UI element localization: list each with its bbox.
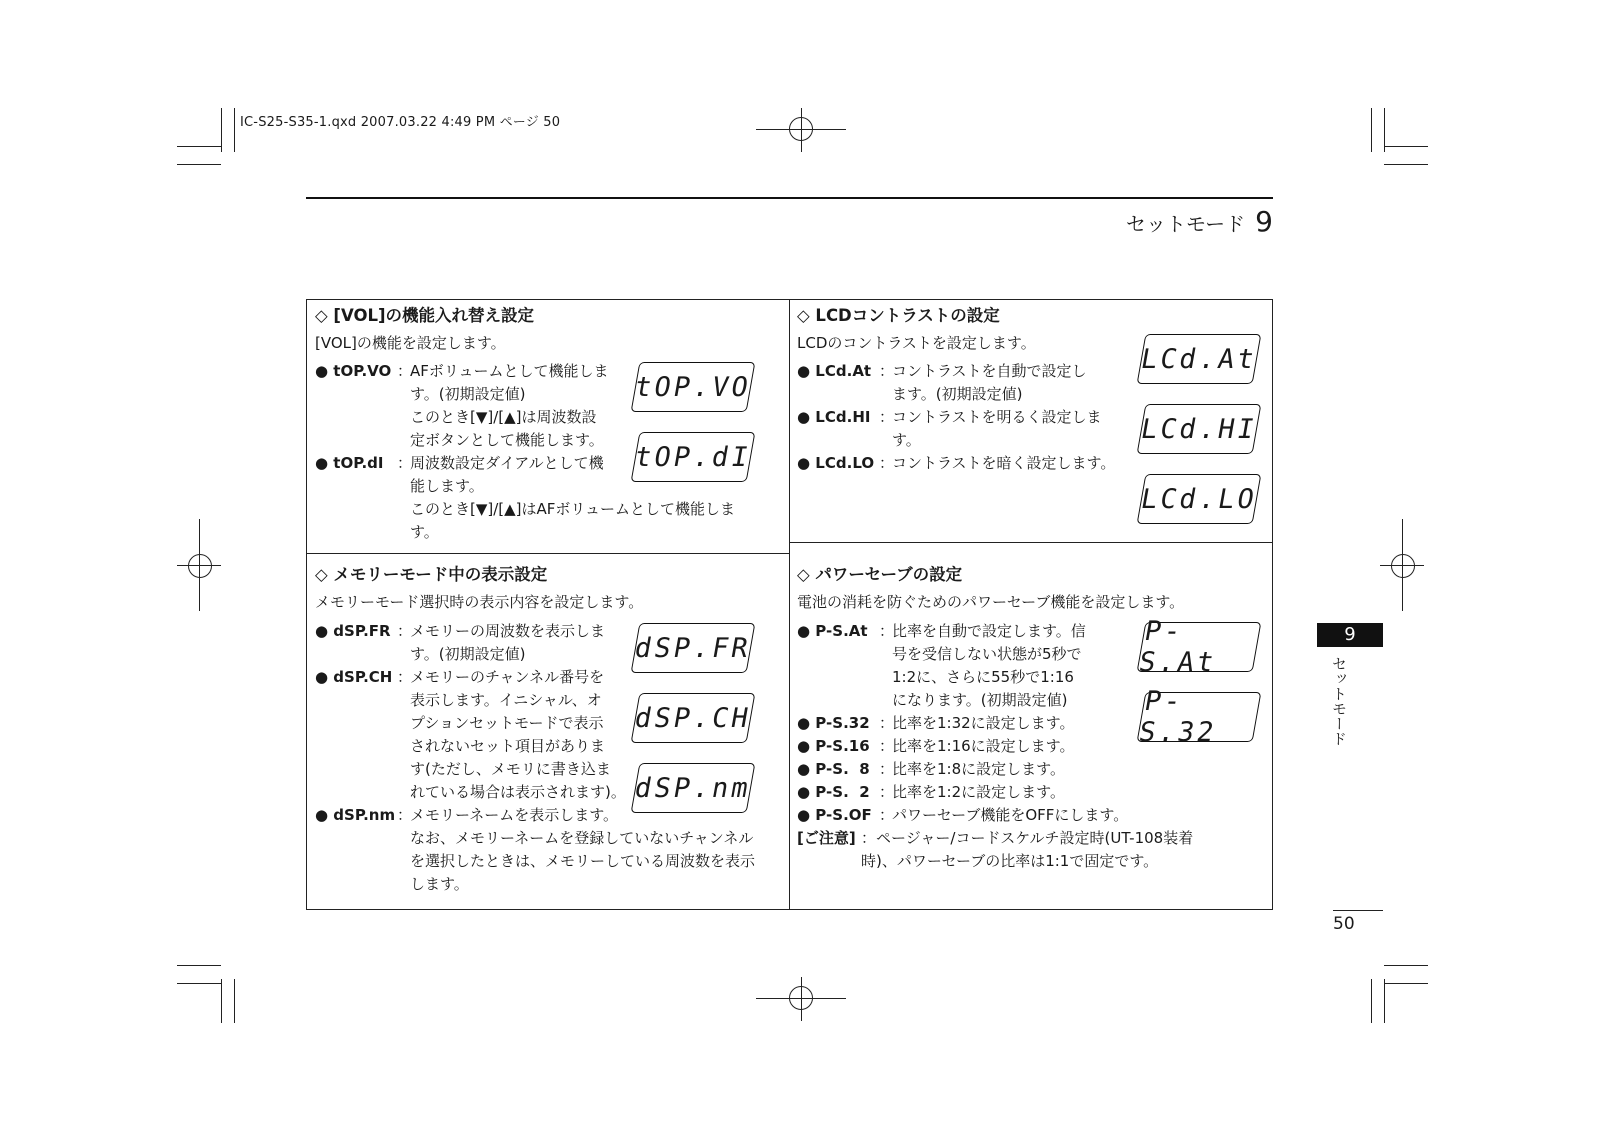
- section-vol: ◇ [VOL]の機能入れ替え設定 [VOL]の機能を設定します。 ● tOP.VO ： AFボリュームとして機能しま す。(初期設定値) このとき[▼]/[▲]は周波数設 定ボタンとして機能します。 ● tOP.dI ： 周波数設定ダイアルとして機 能します。 このとき[▼]/[▲]はAFボリュームとして機能しま す。 tOP.VO tOP.dI: [307, 300, 789, 553]
- lcd-display: LCd.At: [1137, 334, 1262, 384]
- section-memory: ◇ メモリーモード中の表示設定 メモリーモード選択時の表示内容を設定します。 ● dSP.FR ： メモリーの周波数を表示しま す。(初期設定値) ● dSP.CH ： メモリーのチャンネル番号を 表示します。イニシャル、オ プションセットモードで表示 されないセット項目がありま す(ただし、メモリに書き込ま れている場合は表示されます)。 ● dSP.nm ： メモリーネームを表示します。 なお、メモリーネームを登録していないチャンネル を選択したときは、メモリーしている周波数を表示 します。 dSP.FR dSP.CH dSP.nm: [307, 553, 789, 909]
- section-power-heading: ◇ パワーセーブの設定: [797, 565, 963, 584]
- lcd-display: LCd.LO: [1137, 474, 1262, 524]
- section-vol-heading: ◇ [VOL]の機能入れ替え設定: [315, 306, 535, 325]
- section-memory-desc: メモリーモード選択時の表示内容を設定します。: [315, 593, 644, 611]
- settings-table: [306, 299, 1273, 910]
- title-rule: [306, 197, 1273, 199]
- file-slug: IC-S25-S35-1.qxd 2007.03.22 4:49 PM ページ 50: [240, 115, 561, 130]
- section-memory-heading: ◇ メモリーモード中の表示設定: [315, 565, 548, 584]
- section-lcd-heading: ◇ LCDコントラストの設定: [797, 306, 1000, 325]
- section-power-desc: 電池の消耗を防ぐためのパワーセーブ機能を設定します。: [797, 593, 1185, 611]
- chapter-tab: 9: [1317, 623, 1383, 647]
- section-vol-desc: [VOL]の機能を設定します。: [315, 334, 506, 352]
- lcd-display: tOP.dI: [631, 432, 756, 482]
- page-number: 50: [1333, 914, 1355, 934]
- section-lcd: ◇ LCDコントラストの設定 LCDのコントラストを設定します。 ● LCd.At ： コントラストを自動で設定し ます。(初期設定値) ● LCd.HI ： コントラストを明るく設定しま す。 ● LCd.LO ： コントラストを暗く設定します。 LCd.At LCd.HI LCd.LO: [789, 300, 1272, 542]
- note-text: ：ページャー/コードスケルチ設定時(UT-108装着 時)、パワーセーブの比率は1:1で固定です。: [861, 829, 1194, 870]
- chapter-title: セットモード: [1125, 212, 1246, 236]
- chapter-heading: [1126, 205, 1273, 238]
- lcd-display: tOP.VO: [631, 362, 756, 412]
- lcd-display: dSP.FR: [631, 623, 756, 673]
- section-power-save: ◇ パワーセーブの設定 電池の消耗を防ぐためのパワーセーブ機能を設定します。 ● P-S.At ： 比率を自動で設定します。信 号を受信しない状態が5秒で 1:2に、さらに55秒で1:16 になります。(初期設定値) ● P-S.32 ： 比率を1:32に設定します。 ● P-S.16 ： 比率を1:16に設定します。 ● P-S. 8 ： 比率を1:8に設定します。 ● P-S. 2 ： 比率を1:2に設定します。 ● P-S.OF ： パワーセーブ機能をOFFにします。 [ご注意] ：ページャー/コードスケルチ設定時(UT-108装着 時)、パワーセーブの比率は1:1で固定です。 P-S.At P-S.32: [789, 542, 1272, 909]
- lcd-display: P-S.32: [1137, 692, 1262, 742]
- note-label: [ご注意]: [797, 829, 856, 847]
- lcd-display: dSP.nm: [631, 763, 756, 813]
- section-lcd-desc: LCDのコントラストを設定します。: [797, 334, 1036, 352]
- lcd-display: dSP.CH: [631, 693, 756, 743]
- chapter-number: 9: [1255, 205, 1273, 238]
- lcd-display: LCd.HI: [1137, 404, 1262, 454]
- lcd-display: P-S.At: [1137, 622, 1262, 672]
- chapter-tab-label: セットモード: [1330, 656, 1348, 746]
